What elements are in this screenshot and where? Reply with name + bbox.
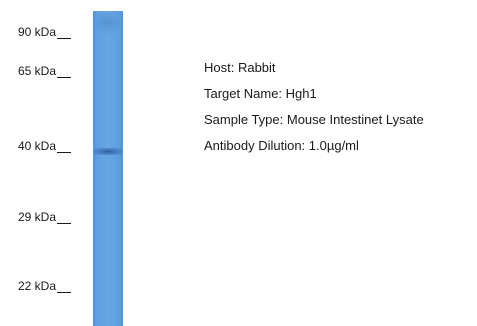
lane-smudge: [95, 13, 121, 35]
sample-type-text: Sample Type: Mouse Intestinet Lysate: [204, 112, 424, 127]
marker-29-kda: [18, 210, 71, 224]
marker-tick: [57, 292, 71, 293]
marker-tick: [57, 38, 71, 39]
marker-label: 90 kDa: [18, 25, 57, 39]
marker-label: 65 kDa: [18, 64, 57, 78]
marker-label: 22 kDa: [18, 279, 57, 293]
marker-22-kda: [18, 279, 71, 293]
marker-90-kda: [18, 25, 71, 39]
marker-tick: [57, 77, 71, 78]
target-name-text: Target Name: Hgh1: [204, 86, 317, 101]
blot-lane: [93, 11, 123, 326]
marker-label: 29 kDa: [18, 210, 57, 224]
antibody-dilution-text: Antibody Dilution: 1.0µg/ml: [204, 138, 359, 153]
marker-label: 40 kDa: [18, 139, 57, 153]
marker-tick: [57, 152, 71, 153]
marker-65-kda: [18, 64, 71, 78]
sample-info: [204, 60, 424, 164]
protein-band: [94, 148, 122, 155]
marker-tick: [57, 223, 71, 224]
marker-40-kda: [18, 139, 71, 153]
host-text: Host: Rabbit: [204, 60, 276, 75]
